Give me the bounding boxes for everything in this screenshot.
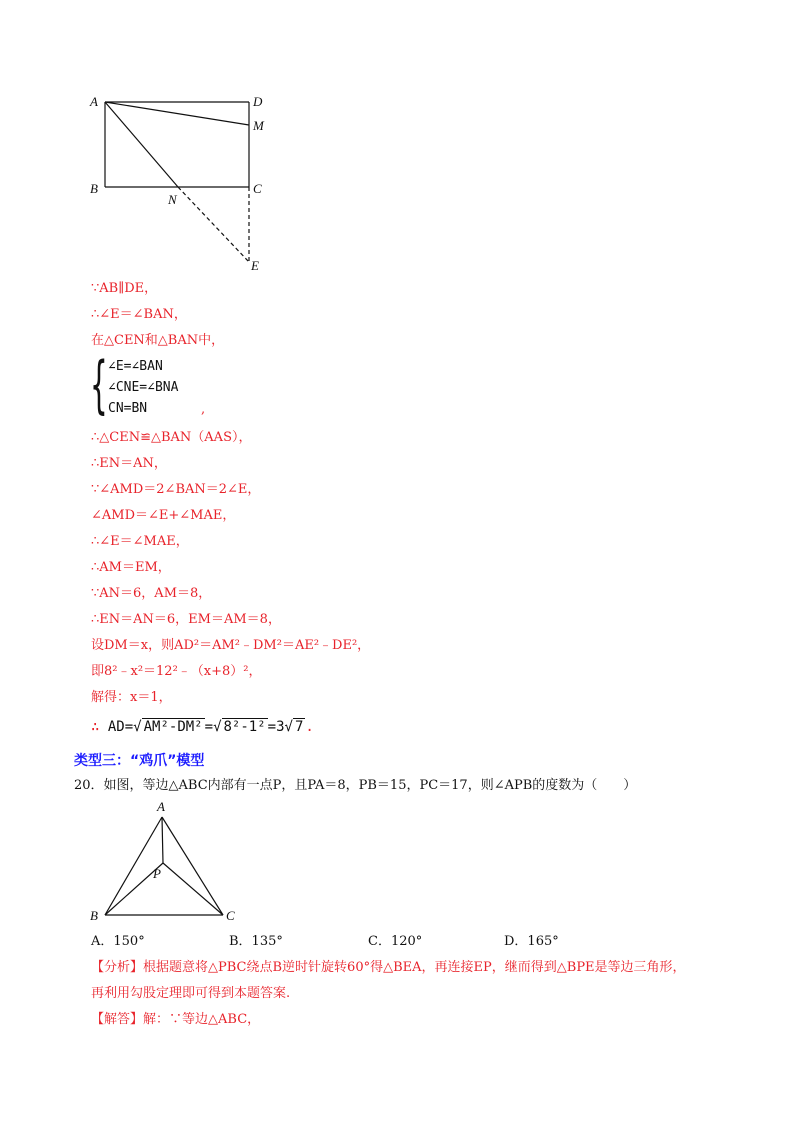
answer-tag: 【解答】 <box>91 1012 144 1027</box>
segment-AC <box>162 817 223 915</box>
option-b[interactable]: B．135° <box>229 934 283 949</box>
equation-row-2: ∠CNE=∠BNA <box>108 380 179 395</box>
solution-line-7: ∠AMD＝∠E+∠MAE， <box>91 508 236 523</box>
option-d[interactable]: D．165° <box>504 934 559 949</box>
analysis-line-2: 再利用勾股定理即可得到本题答案. <box>91 986 291 1001</box>
point-label-N: N <box>168 192 177 207</box>
analysis-text-1: 根据题意将△PBC绕点B逆时针旋转60°得△BEA，再连接EP，继而得到△BPE是等边三角形， <box>143 960 686 975</box>
solution-line-15: ∴ AD=√ AM²-DM² =√ 8²-1² =3√ 7 . <box>91 719 314 735</box>
point-label-P: P <box>153 866 161 881</box>
answer-line <box>91 1011 260 1029</box>
point-label-C: C <box>226 908 235 923</box>
point-label-D: D <box>253 94 263 109</box>
solution-line-11: ∴EN＝AN＝6，EM＝AM＝8， <box>91 612 281 627</box>
segment-AN <box>105 102 178 187</box>
figure-triangle-diagram <box>0 800 300 925</box>
segment-PC <box>163 863 223 915</box>
result-coefficient: =3 <box>267 719 285 735</box>
section-heading: 类型三：“鸡爪”模型 <box>74 753 205 769</box>
solution-line-3: 在△CEN和△BAN中， <box>91 333 225 348</box>
point-label-A: A <box>90 94 98 109</box>
radical-3: 7 <box>294 719 304 735</box>
figure-rectangle-diagram <box>0 0 800 280</box>
answer-text: 解：∵等边△ABC， <box>143 1012 261 1027</box>
point-label-C: C <box>253 181 262 196</box>
point-label-A: A <box>157 799 165 814</box>
therefore-symbol: ∴ <box>91 719 100 735</box>
point-label-B: B <box>90 908 98 923</box>
equation-brace: { <box>90 348 108 421</box>
equation-system <box>108 356 178 419</box>
segment-NE <box>178 187 249 262</box>
solution-line-9: ∴AM＝EM， <box>91 560 171 575</box>
solution-line-1: ∵AB∥DE， <box>91 281 158 296</box>
equals-sign: = <box>204 719 214 735</box>
point-label-E: E <box>251 258 259 273</box>
solution-line-5: ∴EN＝AN， <box>91 456 167 471</box>
equation-row-3: CN=BN <box>108 401 148 416</box>
equation-row-1: ∠E=∠BAN <box>108 359 163 374</box>
ad-lhs: AD= <box>107 719 134 735</box>
analysis-line-1 <box>91 959 686 977</box>
question-text: 20．如图，等边△ABC内部有一点P，且PA＝8，PB＝15，PC＝17，则∠APB的度数为（ ） <box>74 778 637 793</box>
option-a[interactable]: A．150° <box>91 934 145 949</box>
radical-1: AM²-DM² <box>143 719 203 735</box>
segment-PA <box>162 817 163 863</box>
radical-2: 8²-1² <box>223 719 266 735</box>
option-c[interactable]: C．120° <box>368 934 423 949</box>
point-label-B: B <box>90 181 98 196</box>
solution-line-13: 即8²﹣x²＝12²﹣（x+8）²， <box>91 664 262 679</box>
equation-comma: , <box>201 402 206 417</box>
solution-line-10: ∵AN＝6，AM＝8， <box>91 586 212 601</box>
solution-line-2: ∴∠E＝∠BAN， <box>91 307 187 322</box>
solution-line-8: ∴∠E＝∠MAE， <box>91 534 189 549</box>
period: . <box>305 719 314 735</box>
point-label-M: M <box>253 118 264 133</box>
solution-line-12: 设DM＝x，则AD²＝AM²﹣DM²＝AE²﹣DE²， <box>91 638 371 653</box>
segment-AM <box>105 102 249 125</box>
solution-line-14: 解得：x＝1， <box>91 690 172 705</box>
analysis-tag: 【分析】 <box>91 960 144 975</box>
solution-line-4: ∴△CEN≌△BAN（AAS）， <box>91 430 252 445</box>
solution-line-6: ∵∠AMD＝2∠BAN＝2∠E， <box>91 482 261 497</box>
